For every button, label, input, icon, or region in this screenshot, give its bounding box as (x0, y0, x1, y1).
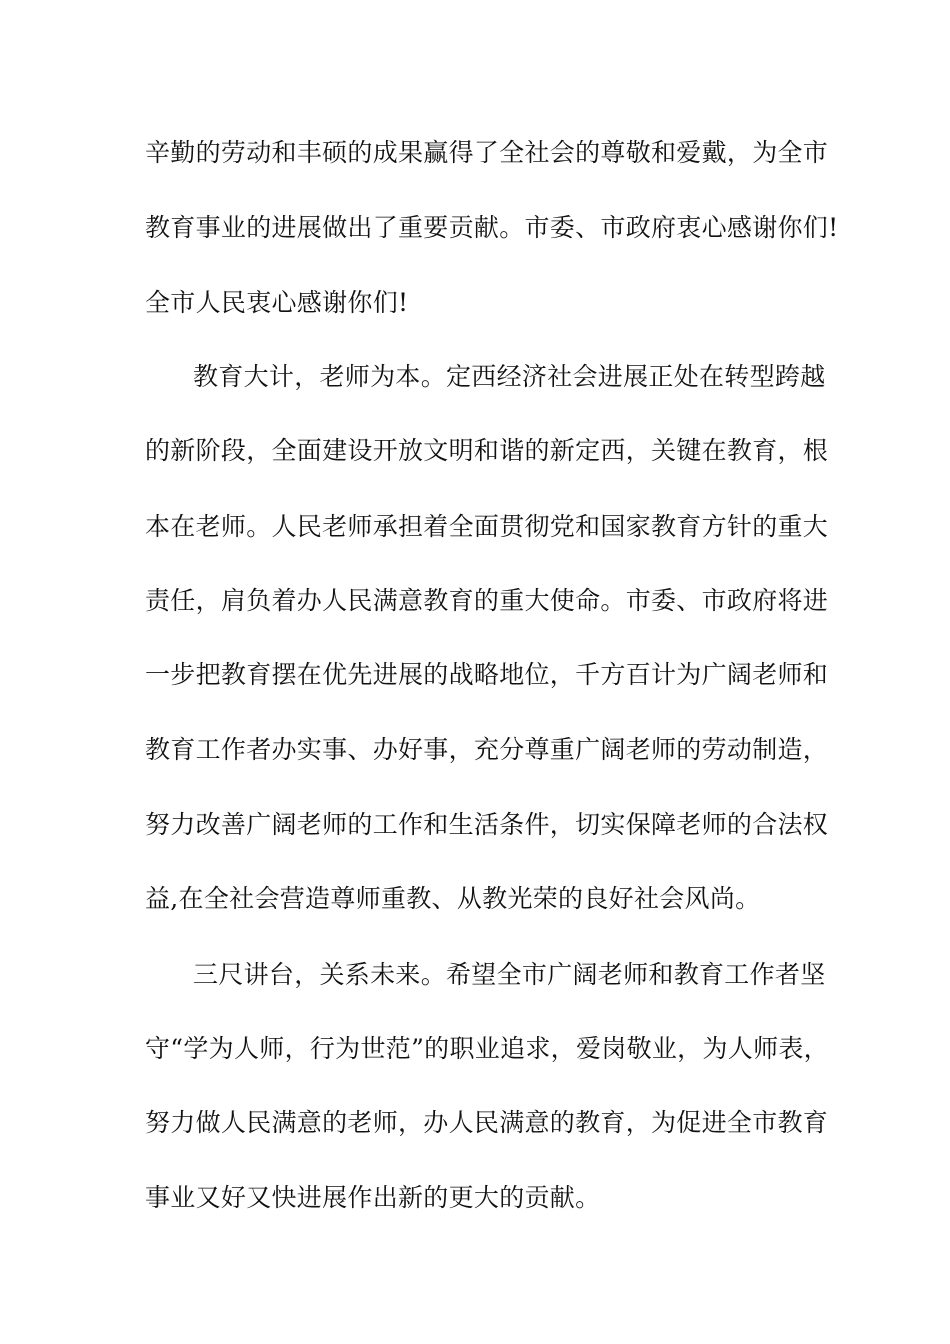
text-line: 努力做人民满意的老师，办人民满意的教育，为促进全市教育 (145, 1108, 829, 1137)
text-line: 责任，肩负着办人民满意教育的重大使命。市委、市政府将进 (145, 586, 829, 615)
paragraph-first-line: 教育大计，老师为本。定西经济社会进展正处在转型跨越 (193, 362, 826, 391)
text-line: 本在老师。人民老师承担着全面贯彻党和国家教育方针的重大 (145, 512, 829, 541)
text-line: 一步把教育摆在优先进展的战略地位，千方百计为广阔老师和 (145, 660, 829, 689)
text-line: 教育工作者办实事、办好事，充分尊重广阔老师的劳动制造， (145, 735, 829, 764)
text-line: 的新阶段，全面建设开放文明和谐的新定西，关键在教育，根 (145, 436, 829, 465)
text-line: 全市人民衷心感谢你们! (145, 288, 409, 317)
text-line: 努力改善广阔老师的工作和生活条件，切实保障老师的合法权 (145, 810, 829, 839)
text-line: 守“学为人师，行为世范”的职业追求，爱岗敬业，为人师表， (145, 1034, 829, 1063)
text-line: 辛勤的劳动和丰硕的成果赢得了全社会的尊敬和爱戴，为全市 (145, 138, 829, 167)
text-line: 教育事业的进展做出了重要贡献。市委、市政府衷心感谢你们! (145, 213, 839, 242)
text-line: 益,在全社会营造尊师重教、从教光荣的良好社会风尚。 (145, 884, 761, 913)
paragraph-first-line: 三尺讲台，关系未来。希望全市广阔老师和教育工作者坚 (193, 960, 826, 989)
text-line: 事业又好又快进展作出新的更大的贡献。 (145, 1183, 601, 1212)
